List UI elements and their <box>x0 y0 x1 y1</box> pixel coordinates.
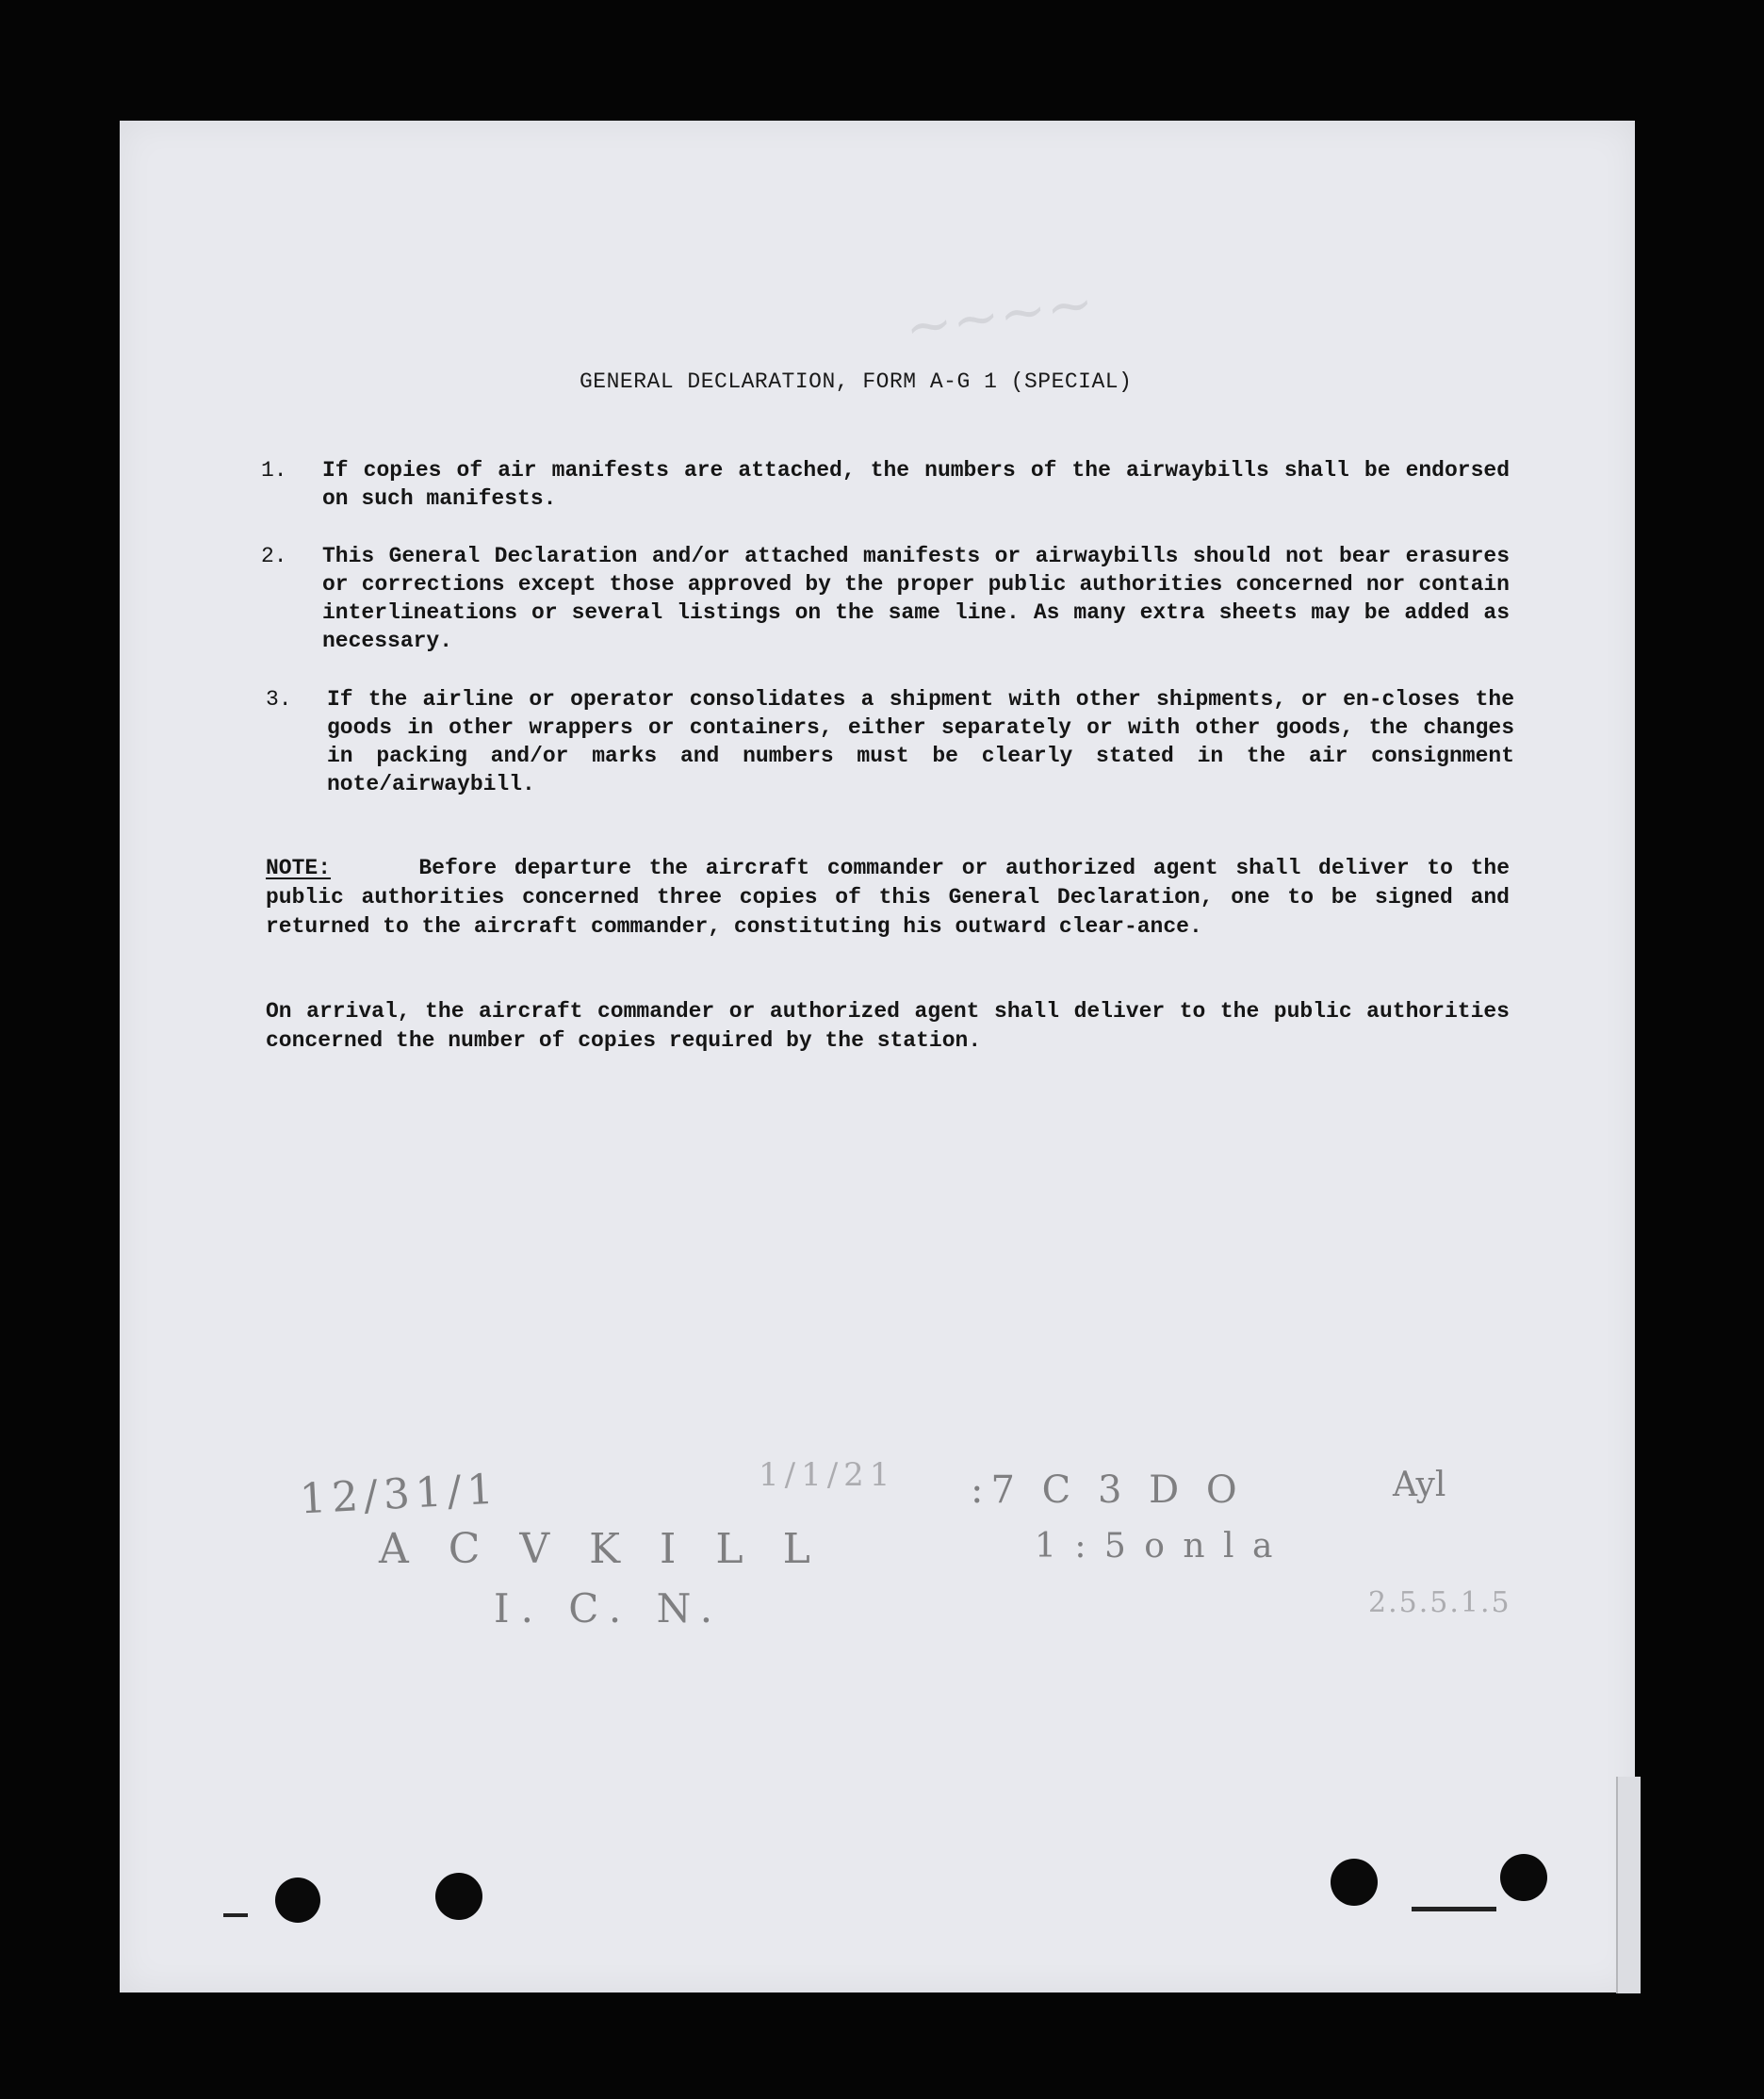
document-page <box>120 121 1635 1992</box>
list-item-text: If the airline or operator consolidates a shipment with other shipments, or en-closes the goods in other wrappers or containers, either separately or with other goods, the changes in packing and/or marks and numbers must be clearly stated in the air consignment note/airwaybill. <box>327 687 1514 796</box>
bleed-through-handwriting: 2.5.5.1.5 <box>1368 1586 1511 1619</box>
bleed-through-handwriting: Ayl <box>1393 1466 1446 1504</box>
bleed-through-handwriting: 12/31/1 <box>298 1465 500 1524</box>
page-edge <box>1616 1777 1641 1993</box>
punch-hole <box>435 1873 482 1920</box>
punch-hole <box>275 1878 320 1923</box>
bleed-through-handwriting: A C V K I L L <box>379 1525 824 1573</box>
list-item <box>261 456 1524 522</box>
list-item-text: This General Declaration and/or attached manifests or airwaybills should not bear erasures or corrections except those approved by the proper public authorities concerned nor contain interlineations or several listings on the same line. As many extra sheets may be added as necessary. <box>322 544 1510 653</box>
note-label: NOTE: <box>266 856 332 880</box>
punch-hole <box>1331 1859 1378 1906</box>
bleed-through-handwriting: 1 : 5 o n l a <box>1035 1527 1277 1566</box>
punch-hole <box>1500 1854 1547 1901</box>
note-paragraph <box>266 854 1510 942</box>
list-item-number: 1. <box>261 458 287 483</box>
bleed-through-handwriting: 1/1/21 <box>759 1456 896 1494</box>
arrival-paragraph: On arrival, the aircraft commander or authorized agent shall deliver to the public authorities concerned the number of copies required by the station. <box>266 999 1510 1053</box>
note-text: Before departure the aircraft commander or authorized agent shall deliver to the public authorities concerned three copies of this General Declaration, one to be signed and returned to the aircraft commander, constituting his outward clear-ance. <box>266 856 1510 939</box>
list-item <box>261 542 1524 664</box>
bleed-through-handwriting: I. C. N. <box>494 1585 725 1632</box>
list-item-number: 3. <box>266 687 292 712</box>
list-item-text: If copies of air manifests are attached, the numbers of the airwaybills shall be endorsed on such manifests. <box>322 458 1510 511</box>
list-item-number: 2. <box>261 544 287 568</box>
bleed-through-handwriting: :7 C 3 D O <box>971 1468 1245 1512</box>
ink-mark <box>223 1913 248 1917</box>
list-item <box>266 685 1528 808</box>
bleed-through-scribble: ~~~~ <box>901 270 1098 362</box>
ink-mark <box>1412 1907 1496 1911</box>
document-title: GENERAL DECLARATION, FORM A-G 1 (SPECIAL) <box>580 369 1133 394</box>
